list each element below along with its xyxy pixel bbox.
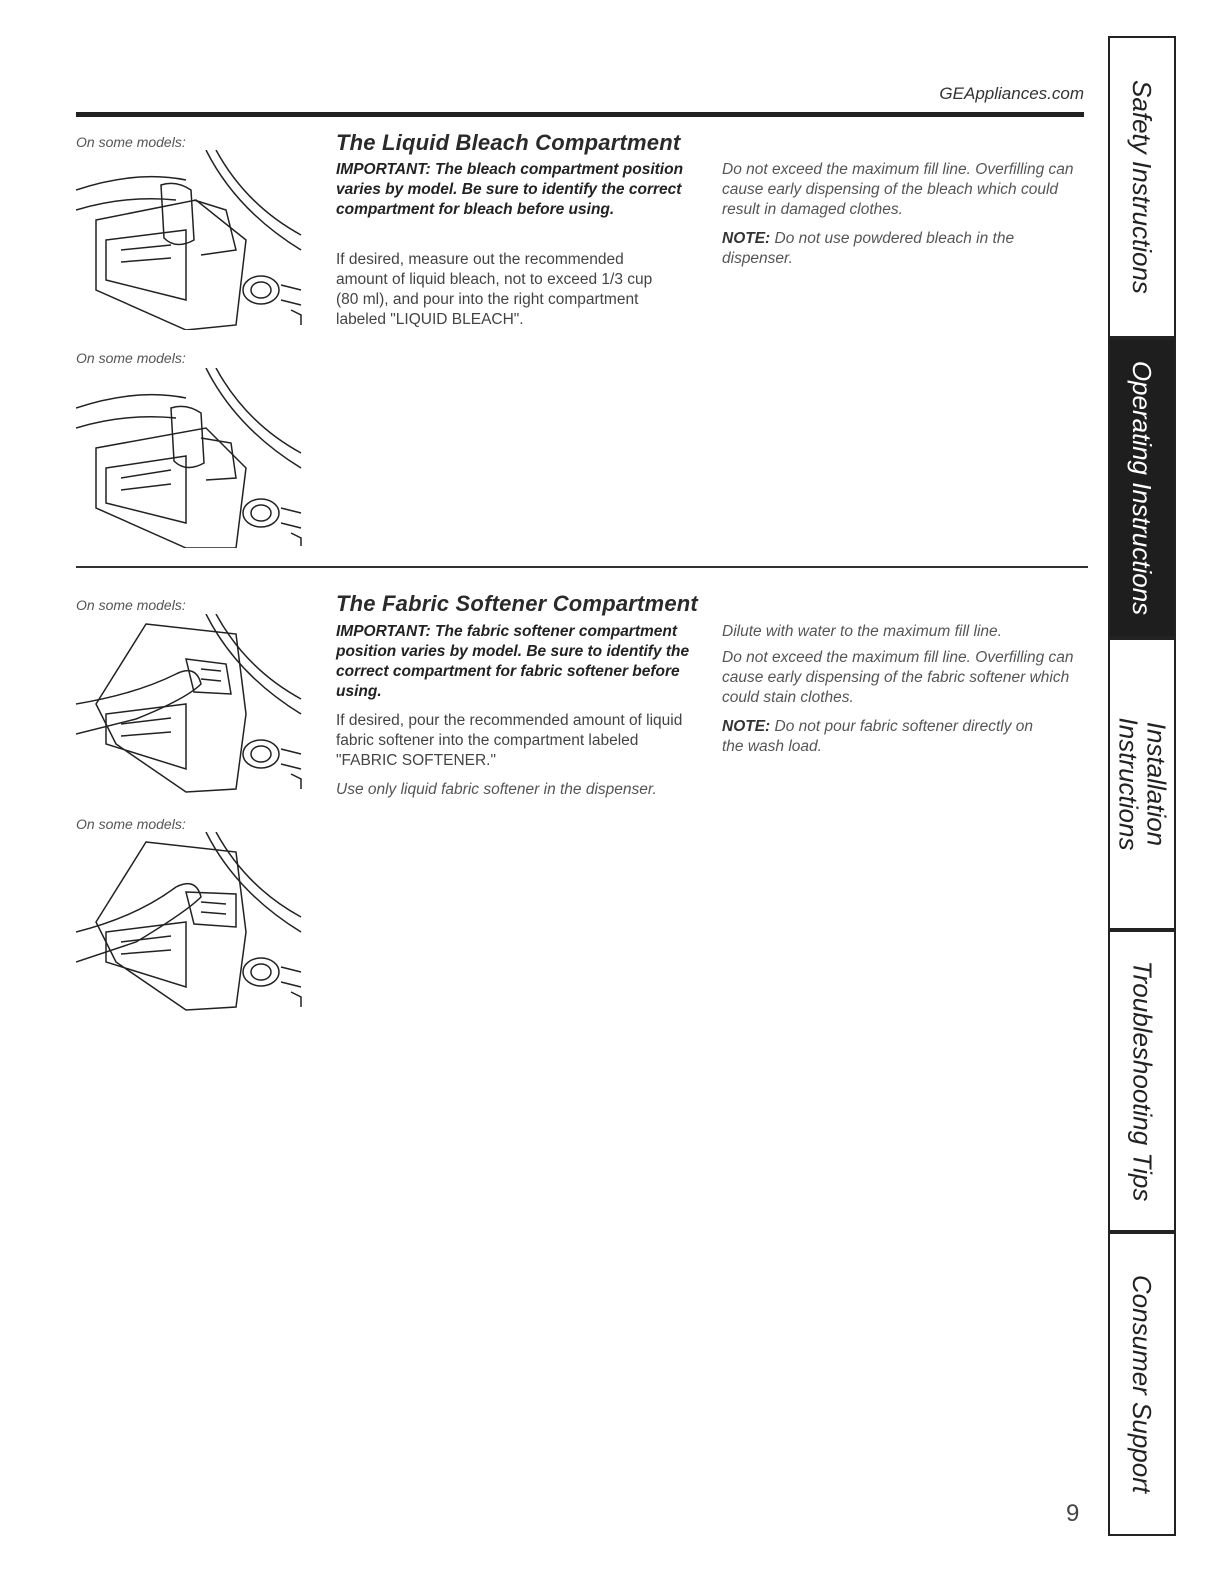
bleach-note: [722, 229, 1052, 269]
softener-caption-2: On some models:: [76, 816, 186, 832]
tab-installation-instructions-label: [1114, 718, 1170, 851]
bleach-note-text: Do not use powdered bleach in the dispenser.: [722, 230, 1015, 267]
bleach-caption-1: On some models:: [76, 134, 186, 150]
softener-caption-1: On some models:: [76, 597, 186, 613]
tab-safety-instructions[interactable]: [1108, 36, 1176, 338]
softener-dispenser-illustration-2: [76, 832, 306, 1012]
bleach-caption-2: On some models:: [76, 350, 186, 366]
softener-body: If desired, pour the recommended amount of liquid fabric softener into the compartment labeled "FABRIC SOFTENER.": [336, 712, 683, 769]
bleach-title: The Liquid Bleach Compartment: [336, 130, 681, 155]
bleach-dispenser-illustration-2: [76, 368, 306, 548]
tab-installation-line-2: Instructions: [1113, 717, 1144, 851]
tab-troubleshooting-tips-label: Troubleshooting Tips: [1127, 960, 1158, 1202]
bleach-warning: Do not exceed the maximum fill line. Overfilling can cause early dispensing of the bleach which could result in damaged clothes.: [722, 161, 1074, 218]
tab-consumer-support-label: Consumer Support: [1127, 1274, 1158, 1494]
softener-dilute: Dilute with water to the maximum fill line.: [722, 623, 1002, 640]
softener-note-label: NOTE:: [722, 718, 771, 735]
softener-note: [722, 717, 1052, 757]
bleach-body: If desired, measure out the recommended amount of liquid bleach, not to exceed 1/3 cup (80 ml), and pour into the right compartment labeled "LIQUID BLEACH".: [336, 251, 653, 328]
bleach-important: IMPORTANT: The bleach compartment position varies by model. Be sure to identify the correct compartment for bleach before using.: [336, 161, 684, 218]
site-url: GEAppliances.com: [939, 84, 1084, 103]
tab-safety-instructions-label: Safety Instructions: [1127, 80, 1158, 294]
section-divider: [76, 566, 1088, 568]
softener-title: The Fabric Softener Compartment: [336, 591, 698, 616]
tab-troubleshooting-tips[interactable]: [1108, 930, 1176, 1232]
tab-operating-instructions-label: Operating Instructions: [1127, 360, 1158, 616]
header-rule: [76, 112, 1084, 117]
tab-operating-instructions[interactable]: [1108, 338, 1176, 638]
softener-note-text: Do not pour fabric softener directly on the wash load.: [722, 718, 1033, 755]
softener-important: IMPORTANT: The fabric softener compartment position varies by model. Be sure to identify the correct compartment for fabric softener before using.: [336, 623, 690, 700]
page-number: 9: [1066, 1500, 1080, 1527]
softener-dispenser-illustration-1: [76, 614, 306, 794]
tab-consumer-support[interactable]: [1108, 1232, 1176, 1536]
tab-installation-line-1: Installation: [1141, 721, 1172, 847]
softener-liquid-only: Use only liquid fabric softener in the dispenser.: [336, 781, 657, 798]
softener-warning: Do not exceed the maximum fill line. Overfilling can cause early dispensing of the fabric softener which could stain clothes.: [722, 649, 1074, 706]
tab-installation-instructions[interactable]: [1108, 638, 1176, 930]
bleach-note-label: NOTE:: [722, 230, 771, 247]
bleach-dispenser-illustration-1: [76, 150, 306, 330]
